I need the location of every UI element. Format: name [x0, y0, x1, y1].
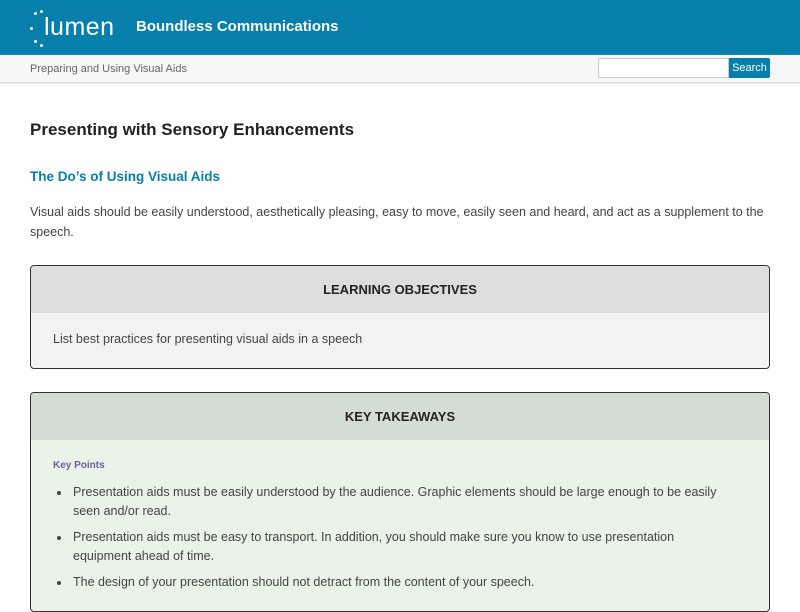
- list-item: • Presentation aids must be easy to transport. In addition, you should make sure you know to use presentation equipment ahead of time.: [71, 528, 729, 566]
- sub-header: [0, 55, 800, 83]
- list-item: • The design of your presentation should not detract from the content of your speech.: [71, 573, 729, 592]
- top-bar: [0, 0, 800, 55]
- section-title: The Do’s of Using Visual Aids: [30, 169, 221, 184]
- key-takeaways-box: [30, 392, 770, 612]
- page-title: Presenting with Sensory Enhancements: [30, 120, 355, 139]
- key-points-list: [71, 483, 729, 592]
- learning-objective-text: List best practices for presenting visual aids in a speech: [53, 332, 363, 346]
- learning-objectives-box: [30, 265, 770, 369]
- breadcrumb[interactable]: Preparing and Using Visual Aids: [30, 63, 187, 75]
- search-button[interactable]: Search: [729, 58, 770, 78]
- lumen-logo[interactable]: [28, 10, 115, 46]
- key-takeaways-heading: KEY TAKEAWAYS: [31, 393, 769, 440]
- course-title[interactable]: Boundless Communications: [136, 18, 339, 35]
- intro-text: Visual aids should be easily understood, aesthetically pleasing, easy to move, easily seen and heard, and act as a supplement to the speech.: [30, 205, 764, 239]
- logo-text: lumen: [44, 13, 115, 41]
- search-input[interactable]: [598, 58, 729, 78]
- list-item: • Presentation aids must be easily understood by the audience. Graphic elements should be large enough to be easily seen and/or read.: [71, 483, 729, 521]
- learning-objectives-heading: LEARNING OBJECTIVES: [31, 266, 769, 313]
- key-points-label: Key Points: [53, 460, 105, 471]
